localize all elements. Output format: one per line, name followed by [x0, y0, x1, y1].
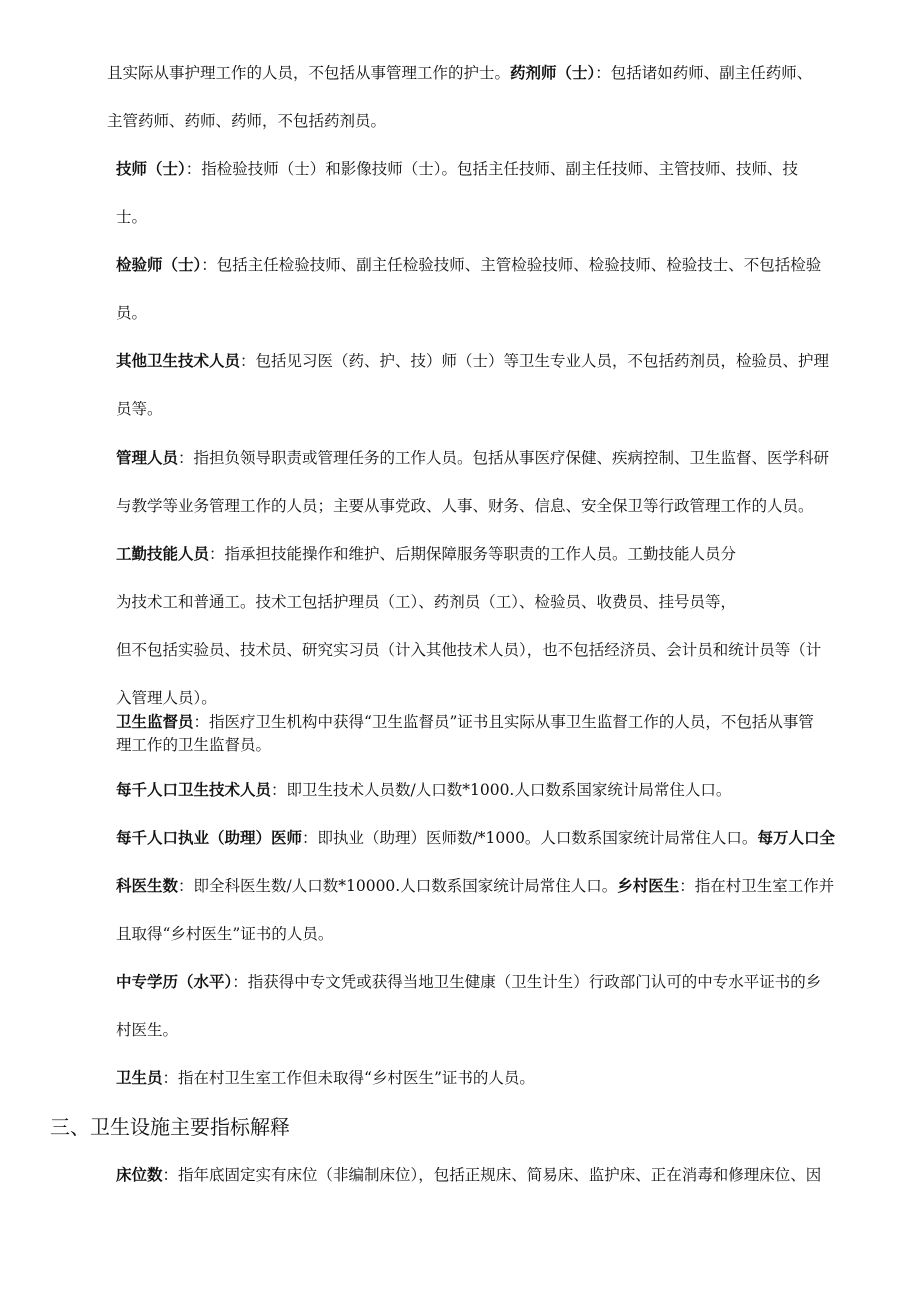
term-management-staff: 管理人员 [116, 449, 179, 467]
body-text: ：指在村卫生室工作并 [679, 877, 835, 895]
paragraph-line [116, 1068, 535, 1088]
paragraph-line [116, 592, 736, 612]
term-lab-technician: 检验师（士） [116, 256, 202, 274]
body-text: ：指承担技能操作和维护、后期保障服务等职责的工作人员。工勤技能人员分 [209, 545, 737, 563]
body-text: ：即全科医生数/人口数*10000.人口数系国家统计局常住人口。 [178, 877, 618, 895]
paragraph-line [116, 351, 829, 371]
paragraph-line [116, 159, 798, 179]
term-health-tech-per-thousand: 每千人口卫生技术人员 [116, 781, 272, 799]
body-text: 员。 [116, 304, 148, 322]
paragraph-line [116, 255, 821, 275]
body-text: ：包括主任检验技师、副主任检验技师、主管检验技师、检验技师、检验技士、不包括检验 [201, 256, 822, 274]
paragraph-line [116, 399, 163, 419]
term-physicians-per-thousand: 每千人口执业（助理）医师 [116, 829, 303, 847]
paragraph-line [116, 303, 147, 323]
body-text: 为技术工和普通工。技术工包括护理员（工）、药剂员（工）、检验员、收费员、挂号员等， [116, 593, 737, 611]
paragraph-line [116, 780, 731, 800]
paragraph-line [116, 688, 217, 708]
term-service-staff: 工勤技能人员 [116, 545, 210, 563]
body-text: ：指年底固定实有床位（非编制床位），包括正规床、简易床、监护床、正在消毒和修理床位、因 [162, 1166, 822, 1184]
body-text: 主管药师、药师、药师，不包括药剂员。 [107, 112, 387, 130]
paragraph-line [116, 924, 333, 944]
body-text: 但不包括实验员、技术员、研究实习员（计入其他技术人员），也不包括经济员、会计员和统计员等（计 [116, 641, 822, 659]
term-health-worker: 卫生员 [116, 1069, 163, 1087]
section-heading: 三、卫生设施主要指标解释 [50, 1115, 290, 1139]
body-text: ：指获得中专文凭或获得当地卫生健康（卫生计生）行政部门认可的中专水平证书的乡 [232, 973, 822, 991]
body-text: 入管理人员）。 [116, 689, 217, 707]
body-text: ：指担负领导职责或管理任务的工作人员。包括从事医疗保健、疾病控制、卫生监督、医学科研 [178, 449, 830, 467]
body-text: 村医生。 [116, 1021, 179, 1039]
body-text: ：指在村卫生室工作但未取得“乡村医生”证书的人员。 [162, 1069, 535, 1087]
term-gp-per-ten-thousand: 每万人口全 [757, 829, 835, 847]
paragraph-line [107, 63, 812, 83]
body-text: 且实际从事护理工作的人员，不包括从事管理工作的护士。 [107, 64, 511, 82]
term-technician: 技师（士） [116, 160, 186, 178]
body-text: 且取得“乡村医生”证书的人员。 [116, 925, 334, 943]
paragraph-line [116, 972, 821, 992]
paragraph-line [116, 448, 829, 468]
paragraph-line [116, 1020, 178, 1040]
body-text: ：包括诸如药师、副主任药师、 [595, 64, 813, 82]
paragraph-line [116, 828, 835, 848]
body-text: 员等。 [116, 400, 163, 418]
paragraph-line [116, 207, 147, 227]
body-text: 士。 [116, 208, 148, 226]
term-other-health-tech: 其他卫生技术人员 [116, 352, 241, 370]
paragraph-line [116, 711, 814, 733]
paragraph-line [107, 111, 386, 131]
term-village-doctor: 乡村医生 [617, 877, 680, 895]
paragraph-line [116, 496, 814, 516]
paragraph-line [116, 734, 271, 756]
body-text: ：指医疗卫生机构中获得“卫生监督员”证书且实际从事卫生监督工作的人员，不包括从事管 [193, 713, 814, 731]
body-text: ：指检验技师（士）和影像技师（士）。包括主任技师、副主任技师、主管技师、技师、技 [185, 160, 799, 178]
term-pharmacist: 药剂师（士） [510, 64, 596, 82]
body-text: ：包括见习医（药、护、技）师（士）等卫生专业人员，不包括药剂员，检验员、护理 [240, 352, 830, 370]
paragraph-line [116, 876, 834, 896]
term-health-supervisor: 卫生监督员 [116, 713, 194, 731]
term-bed-count: 床位数 [116, 1166, 163, 1184]
paragraph-line [116, 640, 821, 660]
paragraph-line [116, 1165, 821, 1185]
paragraph-line [116, 544, 736, 564]
body-text: 与教学等业务管理工作的人员；主要从事党政、人事、财务、信息、安全保卫等行政管理工作的人员。 [116, 497, 814, 515]
body-text: ：即执业（助理）医师数/*1000。人口数系国家统计局常住人口。 [302, 829, 758, 847]
term-secondary-education: 中专学历（水平） [116, 973, 233, 991]
term-gp-count: 科医生数 [116, 877, 179, 895]
body-text: 理工作的卫生监督员。 [116, 736, 272, 754]
body-text: ：即卫生技术人员数/人口数*1000.人口数系国家统计局常住人口。 [271, 781, 732, 799]
